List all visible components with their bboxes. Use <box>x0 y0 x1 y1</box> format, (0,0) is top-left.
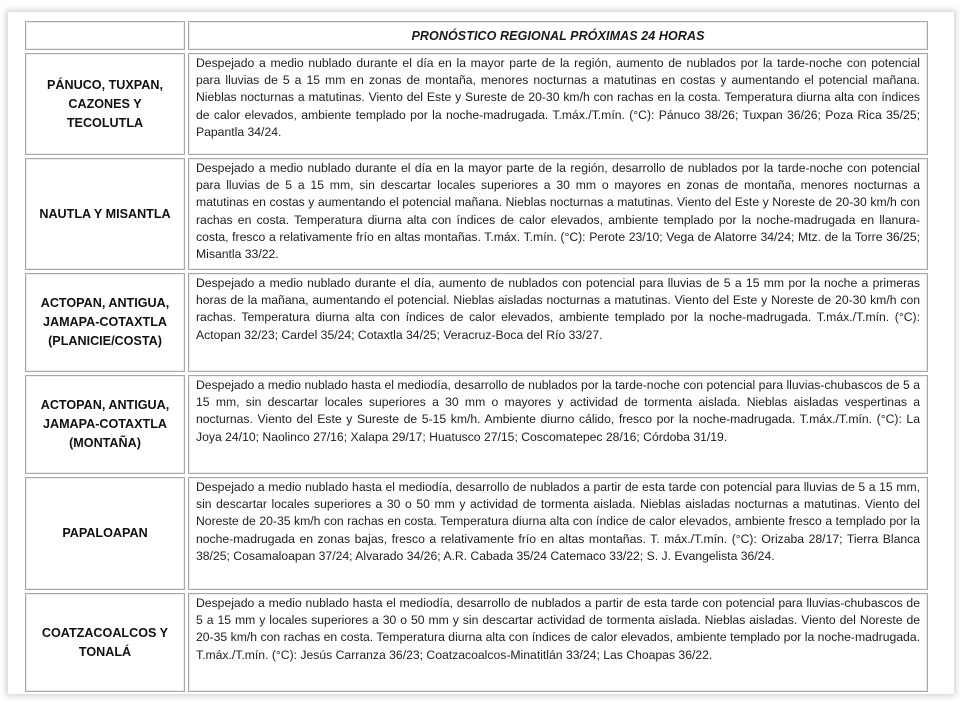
header-empty-cell <box>25 21 185 50</box>
regional-forecast-table <box>22 18 931 695</box>
table-row <box>25 158 928 270</box>
region-name: ACTOPAN, ANTIGUA, JAMAPA-COTAXTLA (MONTAÑA) <box>25 375 185 474</box>
table-row <box>25 375 928 474</box>
table-header-row <box>25 21 928 50</box>
forecast-text: Despejado a medio nublado hasta el mediodía, desarrollo de nublados por la tarde-noche con potencial para lluvias-chubascos de 5 a 15 mm, sin descartar locales superiores a 30 mm o mayores y actividad de tormenta aislada. Nieblas aisladas vespertinas a nocturnas. Viento del Este y Sureste de 5-15 km/h. Ambiente diurno cálido, fresco por la noche-madrugada. T.máx./T.mín. (°C): La Joya 24/10; Naolinco 27/16; Xalapa 29/17; Huatusco 27/15; Coscomatepec 28/16; Córdoba 31/19. <box>188 375 928 474</box>
forecast-text: Despejado a medio nublado durante el día en la mayor parte de la región, desarrollo de nublados por la tarde-noche con potencial para lluvias de 5 a 15 mm, sin descartar locales superiores a 30 mm o mayores en zonas de montaña, menores nocturnas a matutinas en costas y aumentando el potencial mañana. Nieblas nocturnas a matutinas. Viento del Este y Noreste de 20-30 km/h con rachas en costa. Temperatura diurna alta con índices de calor elevados, ambiente templado por la noche-madrugada en llanura-costa, fresco a relativamente frío en altas montañas. T.máx. T.mín. (°C): Perote 23/10; Vega de Alatorre 34/24; Mtz. de la Torre 36/25; Misantla 33/22. <box>188 158 928 270</box>
table-row <box>25 477 928 590</box>
table-row <box>25 593 928 692</box>
forecast-text: Despejado a medio nublado hasta el mediodía, desarrollo de nublados a partir de esta tarde con potencial para lluvias de 5 a 15 mm, sin descartar locales superiores a 30 o 50 mm y actividad de tormenta aislada. Nieblas aisladas nocturnas a matutinas. Viento del Noreste de 20-35 km/h con rachas en costa. Temperatura diurna alta con índice de calor elevados, ambiente fresco a templado por la noche-madrugada en zonas bajas, fresco a relativamente frío en altas montañas. T. máx./T.mín. (°C): Orizaba 28/17; Tierra Blanca 38/25; Cosamaloapan 37/24; Alvarado 34/26; A.R. Cabada 35/24 Catemaco 33/22; S. J. Evangelista 36/24. <box>188 477 928 590</box>
region-name: ACTOPAN, ANTIGUA, JAMAPA-COTAXTLA (PLANICIE/COSTA) <box>25 273 185 372</box>
table-row <box>25 273 928 372</box>
table-row <box>25 53 928 155</box>
region-name: PAPALOAPAN <box>25 477 185 590</box>
region-name: NAUTLA Y MISANTLA <box>25 158 185 270</box>
table-title: PRONÓSTICO REGIONAL PRÓXIMAS 24 HORAS <box>188 21 928 50</box>
region-name: COATZACOALCOS Y TONALÁ <box>25 593 185 692</box>
forecast-text: Despejado a medio nublado hasta el mediodía, desarrollo de nublados a partir de esta tarde con potencial para lluvias-chubascos de 5 a 15 mm y locales superiores a 30 o 50 mm y sin descartar actividad de tormenta aislada. Nieblas aisladas. Viento del Noreste de 20-35 km/h con rachas en costa. Temperatura diurna alta con índices de calor elevados, ambiente templado por la noche-madrugada. T.máx./T.mín. (°C): Jesús Carranza 36/23; Coatzacoalcos-Minatitlán 33/24; Las Choapas 36/22. <box>188 593 928 692</box>
region-name: PÁNUCO, TUXPAN, CAZONES Y TECOLUTLA <box>25 53 185 155</box>
forecast-text: Despejado a medio nublado durante el día, aumento de nublados con potencial para lluvias de 5 a 15 mm por la noche a primeras horas de la mañana, aumentando el potencial. Nieblas aisladas nocturnas a matutinas. Viento del Este y Noreste de 20-30 km/h con rachas. Temperatura diurna alta con índices de calor elevados, ambiente templado por la noche-madrugada. T.máx./T.mín. (°C): Actopan 32/23; Cardel 35/24; Cotaxtla 34/25; Veracruz-Boca del Río 33/27. <box>188 273 928 372</box>
forecast-text: Despejado a medio nublado durante el día en la mayor parte de la región, aumento de nublados por la tarde-noche con potencial para lluvias de 5 a 15 mm en zonas de montaña, menores nocturnas a matutinas en costas y aumentando el potencial mañana. Nieblas nocturnas a matutinas. Viento del Este y Sureste de 20-30 km/h con rachas en la costa. Temperatura diurna alta con índices de calor elevados, ambiente templado por la noche-madrugada. T.máx./T.mín. (°C): Pánuco 38/26; Tuxpan 36/26; Poza Rica 35/25; Papantla 34/24. <box>188 53 928 155</box>
